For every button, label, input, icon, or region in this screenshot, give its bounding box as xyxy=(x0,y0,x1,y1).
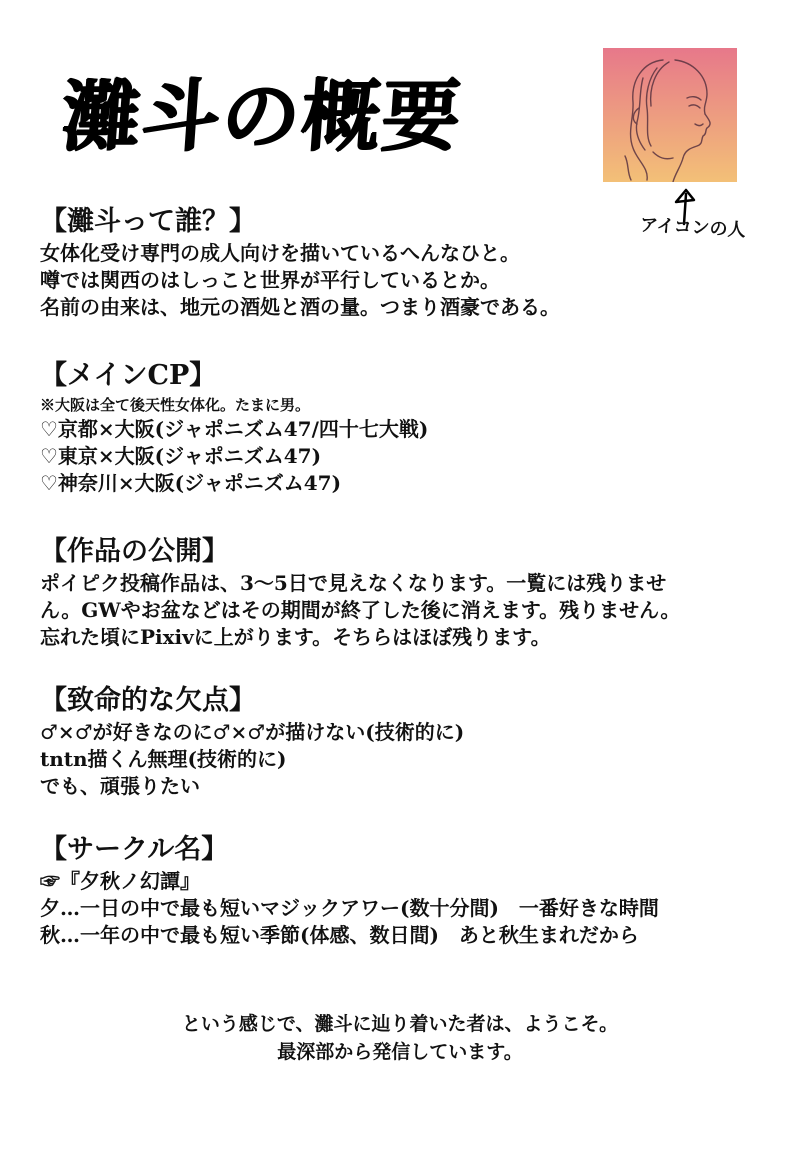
section-line: ♂×♂が好きなのに♂×♂が描けない(技術的に) xyxy=(40,720,465,744)
section-line: でも、頑張りたい xyxy=(40,774,200,798)
avatar xyxy=(603,48,737,182)
closing-line: 最深部から発信しています。 xyxy=(277,1041,523,1063)
section-main-cp xyxy=(40,358,770,497)
section-line: 忘れた頃にPixivに上がります。そちらはほぼ残ります。 xyxy=(40,625,551,649)
section-line: ☞『夕秋ノ幻譚』 xyxy=(40,869,200,893)
section-line: 女体化受け専門の成人向けを描いているへんなひと。 xyxy=(40,241,520,265)
section-heading: 【サークル名】 xyxy=(40,834,229,865)
section-line: ♡東京×大阪(ジャポニズム47) xyxy=(40,444,322,468)
section-line: ポイピク投稿作品は、3〜5日で見えなくなります。一覧には残りませ xyxy=(40,571,667,595)
section-heading: 【致命的な欠点】 xyxy=(40,685,256,716)
section-publishing xyxy=(40,534,770,651)
section-line: 秋…一年の中で最も短い季節(体感、数日間) あと秋生まれだから xyxy=(40,923,639,947)
closing-line: という感じで、灘斗に辿り着いた者は、ようこそ。 xyxy=(181,1013,619,1035)
section-heading: 【作品の公開】 xyxy=(40,536,229,567)
avatar-caption: アイコンの人 xyxy=(639,214,747,242)
page-title: 灘斗の概要 xyxy=(58,72,466,162)
section-line: 夕…一日の中で最も短いマジックアワー(数十分間) 一番好きな時間 xyxy=(40,896,659,920)
section-note: ※大阪は全て後天性女体化。たまに男。 xyxy=(40,396,311,414)
section-line: ん。GWやお盆などはその期間が終了した後に消えます。残りません。 xyxy=(40,598,681,622)
section-line: ♡京都×大阪(ジャポニズム47/四十七大戦) xyxy=(40,417,429,441)
section-line: 名前の由来は、地元の酒処と酒の量。つまり酒豪である。 xyxy=(40,295,560,319)
closing-message xyxy=(0,1010,800,1066)
section-who xyxy=(40,204,770,321)
avatar-sketch-profile-icon xyxy=(603,48,737,182)
section-line: ♡神奈川×大阪(ジャポニズム47) xyxy=(40,471,342,495)
section-circle-name xyxy=(40,832,770,949)
section-heading: 【メインCP】 xyxy=(40,360,217,391)
section-line: tntn描くん無理(技術的に) xyxy=(40,747,287,771)
section-heading: 【灘斗って誰？】 xyxy=(40,206,256,237)
section-weakness xyxy=(40,683,770,800)
section-line: 噂では関西のはしっこと世界が平行しているとか。 xyxy=(40,268,500,292)
